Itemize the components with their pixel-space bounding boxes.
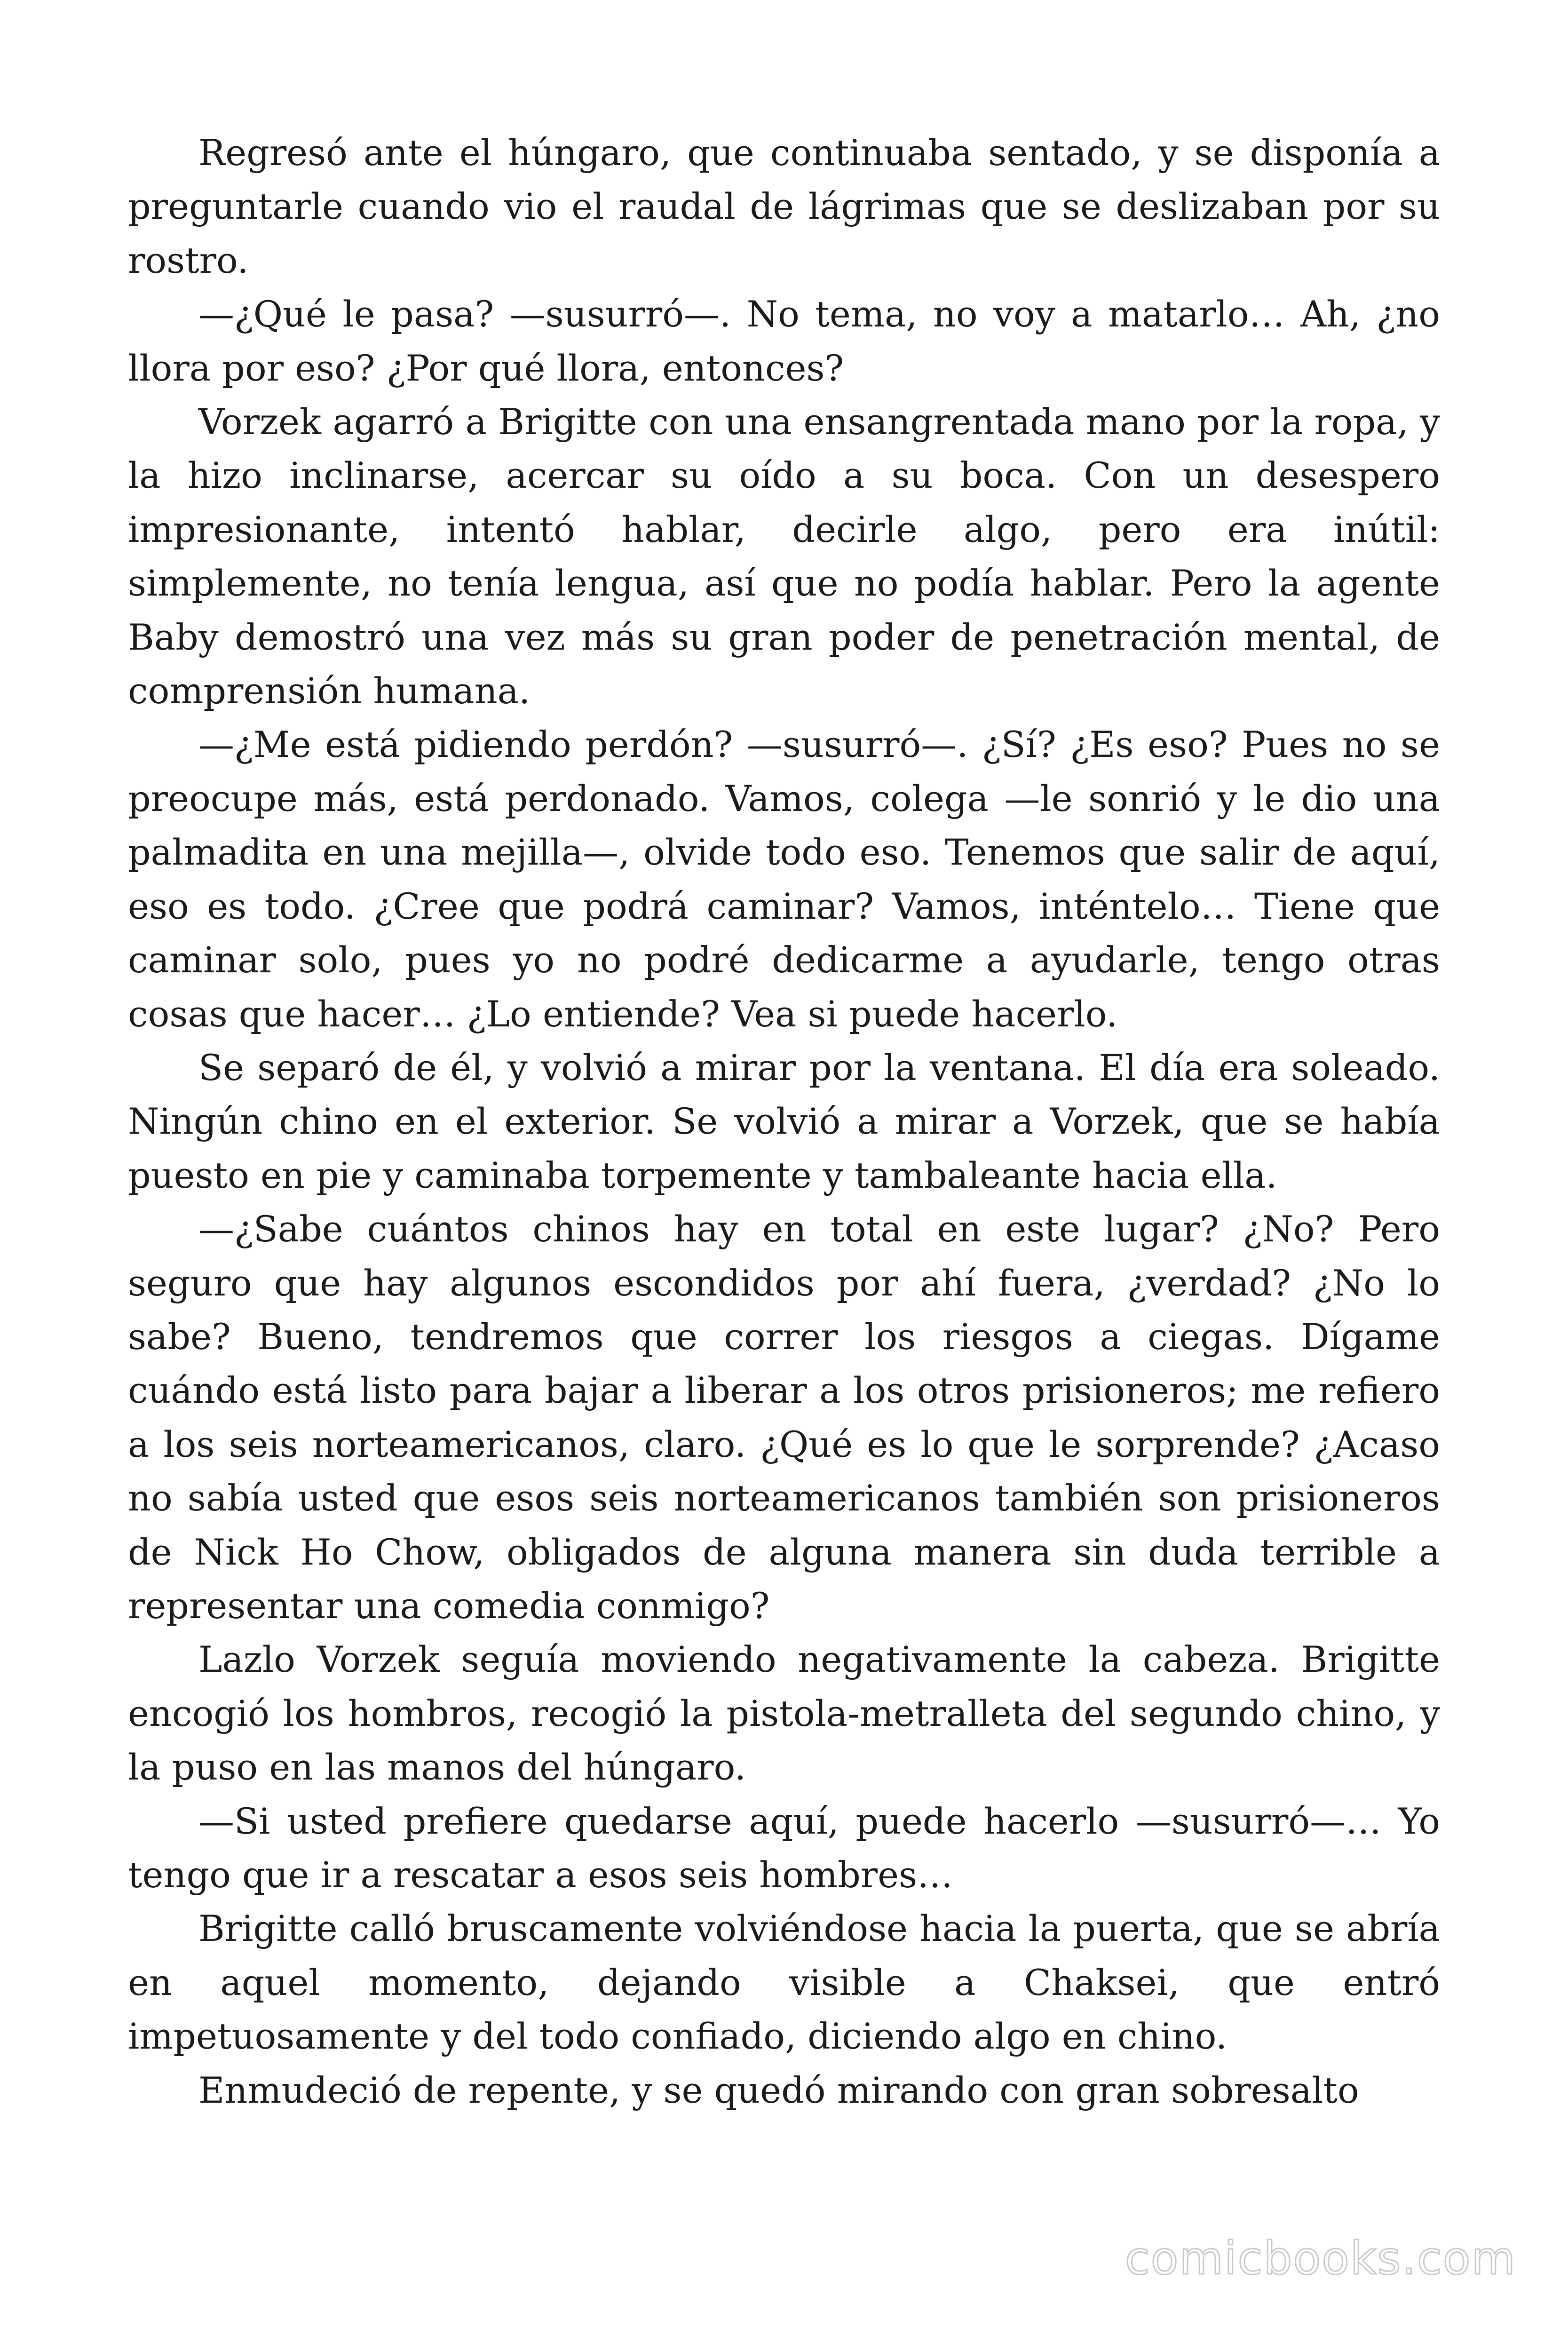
paragraph: —¿Sabe cuántos chinos hay en total en este lugar? ¿No? Pero seguro que hay algunos escondidos por ahí fuera, ¿verdad? ¿No lo sabe? Bueno, tendremos que correr los riesgos a ciegas. Dígame cuándo está listo para bajar a liberar a los otros prisioneros; me refiero a los seis norteamericanos, claro. ¿Qué es lo que le sorprende? ¿Acaso no sabía usted que esos seis norteamericanos también son prisioneros de Nick Ho Chow, obligados de alguna manera sin duda terrible a representar una comedia conmigo? <box>128 1208 1440 1627</box>
paragraph: Lazlo Vorzek seguía moviendo negativamente la cabeza. Brigitte encogió los hombros, recogió la pistola-metralleta del segundo chino, y la puso en las manos del húngaro. <box>128 1638 1440 1788</box>
paragraph: Vorzek agarró a Brigitte con una ensangrentada mano por la ropa, y la hizo inclinarse, acercar su oído a su boca. Con un desespero impresionante, intentó hablar, decirle algo, pero era inútil: simplemente, no tenía lengua, así que no podía hablar. Pero la agente Baby demostró una vez más su gran poder de penetración mental, de comprensión humana. <box>128 401 1440 712</box>
paragraph: Enmudeció de repente, y se quedó mirando con gran sobresalto <box>198 2069 1359 2111</box>
watermark: comicbooks.com <box>1125 2232 1516 2285</box>
paragraph: —¿Qué le pasa? —susurró—. No tema, no voy a matarlo… Ah, ¿no llora por eso? ¿Por qué llora, entonces? <box>128 293 1440 389</box>
paragraph: —Si usted prefiere quedarse aquí, puede hacerlo —susurró—… Yo tengo que ir a rescatar a esos seis hombres… <box>128 1800 1440 1896</box>
paragraph: Brigitte calló bruscamente volviéndose hacia la puerta, que se abría en aquel momento, dejando visible a Chaksei, que entró impetuosamente y del todo confiado, diciendo algo en chino. <box>128 1907 1440 2058</box>
paragraph: —¿Me está pidiendo perdón? —susurró—. ¿Sí? ¿Es eso? Pues no se preocupe más, está perdonado. Vamos, colega —le sonrió y le dio una palmadita en una mejilla—, olvide todo eso. Tenemos que salir de aquí, eso es todo. ¿Cree que podrá caminar? Vamos, inténtelo… Tiene que caminar solo, pues yo no podré dedicarme a ayudarle, tengo otras cosas que hacer… ¿Lo entiende? Vea si puede hacerlo. <box>128 723 1440 1035</box>
body-text <box>128 126 1440 2117</box>
paragraph: Regresó ante el húngaro, que continuaba sentado, y se disponía a preguntarle cuando vio el raudal de lágrimas que se deslizaban por su rostro. <box>128 132 1440 281</box>
paragraph: Se separó de él, y volvió a mirar por la ventana. El día era soleado. Ningún chino en el exterior. Se volvió a mirar a Vorzek, que se había puesto en pie y caminaba torpemente y tambaleante hacia ella. <box>128 1046 1440 1196</box>
